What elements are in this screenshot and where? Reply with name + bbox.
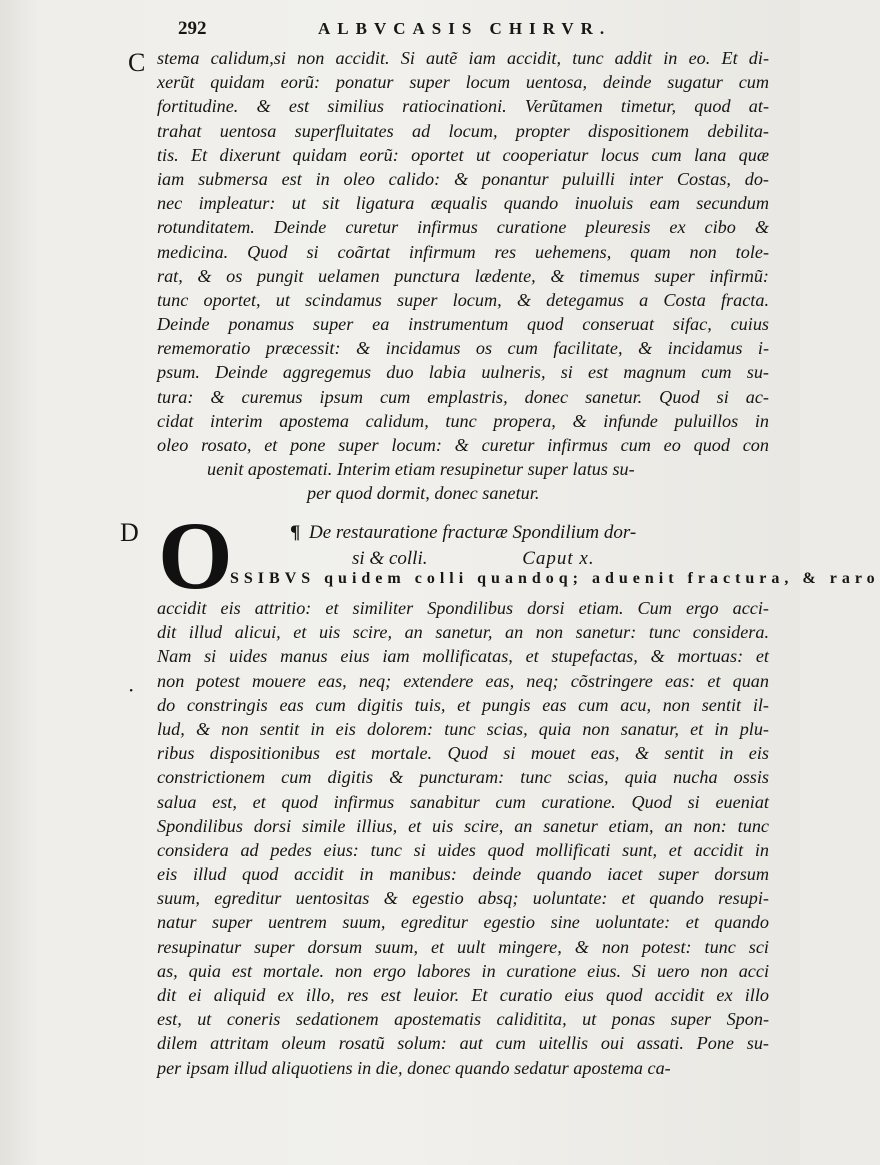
- text-line: lud, & non sentit in eis dolorem: tunc scias, quia non sanatur, et in plu-: [157, 718, 769, 739]
- text-line: per quod dormit, donec sanetur.: [307, 483, 540, 504]
- text-line: dit illud alicui, et uis scire, an sanetur, an non sanetur: tunc considera.: [157, 622, 769, 643]
- text-line: non potest mouere eas, neq; extendere eas, neq; cõstringere eas: et quan: [157, 670, 769, 691]
- text-line: uenit apostemati. Interim etiam resupinetur super latus su-: [207, 459, 635, 480]
- text-line: ribus dispositionibus est mortale. Quod si mouet eas, & sentit in eis: [157, 743, 769, 764]
- text-line: est, ut coneris sedationem apostematis caliditita, ut ponas super Spon-: [157, 1009, 769, 1030]
- text-line: rotunditatem. Deinde curetur infirmus curatione pleuresis ex cibo &: [157, 217, 769, 238]
- page-number: 292: [178, 18, 207, 39]
- text-line: do constringis eas cum digitis tuis, et pungis eas cum acu, non sentit il-: [157, 694, 769, 715]
- text-line: dit ei aliquid ex illo, res est leuior. Et curatio eius quod accidit ex illo: [157, 985, 769, 1005]
- text-line: considera ad pedes eius: tunc si uides quod mollificati sunt, et accidit in: [157, 839, 769, 860]
- text-line: oleo rosato, et pone super locum: & curetur infirmus cum eo quod con: [157, 435, 769, 455]
- text-line: salua est, et quod infirmus sanabitur cum curatione. Quod si eueniat: [157, 791, 769, 812]
- pilcrow-icon: ¶: [290, 522, 301, 543]
- text-line: eis illud quod accidit in manibus: deinde quando iacet super dorsum: [157, 864, 769, 885]
- text-line: fortitudine. & est similius ratiocinationi. Verũtamen timetur, quod at-: [157, 96, 769, 117]
- text-line: nec impleatur: ut sit ligatura æqualis quando inuoluis eam secundum: [157, 193, 769, 214]
- text-line: iam submersa est in oleo calido: & ponantur puluilli inter Costas, do-: [157, 168, 769, 189]
- text-line: resupinatur super dorsum suum, et uult mingere, & non potest: tunc sci: [157, 936, 769, 957]
- text-line: natur super uentrem suum, egreditur egestio sine uoluntate: et quando: [157, 912, 769, 933]
- text-line: Nam si uides manus eius iam mollificatas, et stupefactas, & mortuas: et: [157, 646, 769, 667]
- text-line: accidit eis attritio: et similiter Spondilibus dorsi etiam. Cum ergo acci-: [157, 598, 769, 618]
- margin-dot: ·: [128, 678, 135, 702]
- text-line: cidat interim apostema calidum, tunc propera, & infunde puluillos in: [157, 410, 769, 431]
- margin-letter-d: D: [120, 518, 139, 547]
- text-line: xerũt quidam eorũ: ponatur super locum uentosa, deinde sugatur cum: [157, 72, 769, 93]
- text-section-fractured-rib: [157, 46, 769, 506]
- chapter-title-line1: De restauratione fracturæ Spondilium dor-: [309, 522, 637, 543]
- text-line: as, quia est mortale. non ergo labores in curatione eius. Si uero non acci: [157, 960, 769, 981]
- margin-letter-c: C: [128, 48, 146, 77]
- text-line: tunc oportet, ut scindamus super locum, & detegamus a Costa fracta.: [157, 289, 769, 310]
- text-line: per ipsam illud aliquotiens in die, donec quando sedatur apostema ca-: [157, 1057, 671, 1078]
- text-line: rat, & os pungit uelamen punctura lædente, & timemus super infirmũ:: [157, 265, 769, 286]
- section-opening-line: SSIBVS quidem colli quandoq; aduenit fractura, & raro: [230, 570, 880, 587]
- running-head: ALBVCASIS CHIRVR.: [318, 19, 612, 38]
- text-line: Deinde ponamus super ea instrumentum quod conseruat sifac, cuius: [157, 314, 769, 335]
- text-line: dilem attritam oleum rosatũ solum: aut cum uitellis oui assati. Pone su-: [157, 1033, 769, 1054]
- text-line: tura: & curemus ipsum cum emplastris, donec sanetur. Quod si ac-: [157, 386, 769, 407]
- text-line: rememoratio præcessit: & incidamus os cum facilitate, & incidamus i-: [157, 338, 769, 359]
- text-line: suum, egreditur uentositas & egestio absq; uoluntate: et quando resupi-: [157, 888, 769, 909]
- text-line: Spondilibus dorsi simile illius, et uis scire, an sanetur etiam, an non: tunc: [157, 815, 769, 836]
- chapter-title-line2: si & colli.: [352, 548, 428, 569]
- text-line: medicina. Quod si coãrtat infirmum res uehemens, quam non tole-: [157, 241, 769, 262]
- text-section-spine-fracture: [157, 596, 769, 1080]
- page-header: [0, 14, 800, 42]
- text-line: trahat uentosa superfluitates ad locum, propter dispositionem debilita-: [157, 120, 769, 141]
- chapter-number: Caput x.: [522, 548, 595, 569]
- drop-cap-letter: O: [158, 502, 233, 609]
- chapter-heading: [290, 520, 760, 572]
- text-line: stema calidum,si non accidit. Si autẽ iam accidit, tunc addit in eo. Et di-: [157, 48, 769, 68]
- text-line: constrictionem cum digitis & puncturam: tunc scias, quia nucha ossis: [157, 767, 769, 788]
- text-line: psum. Deinde aggregemus duo labia uulneris, si est magnum cum su-: [157, 362, 769, 383]
- text-line: tis. Et dixerunt quidam eorũ: oportet ut cooperiatur locus cum lana quæ: [157, 144, 769, 165]
